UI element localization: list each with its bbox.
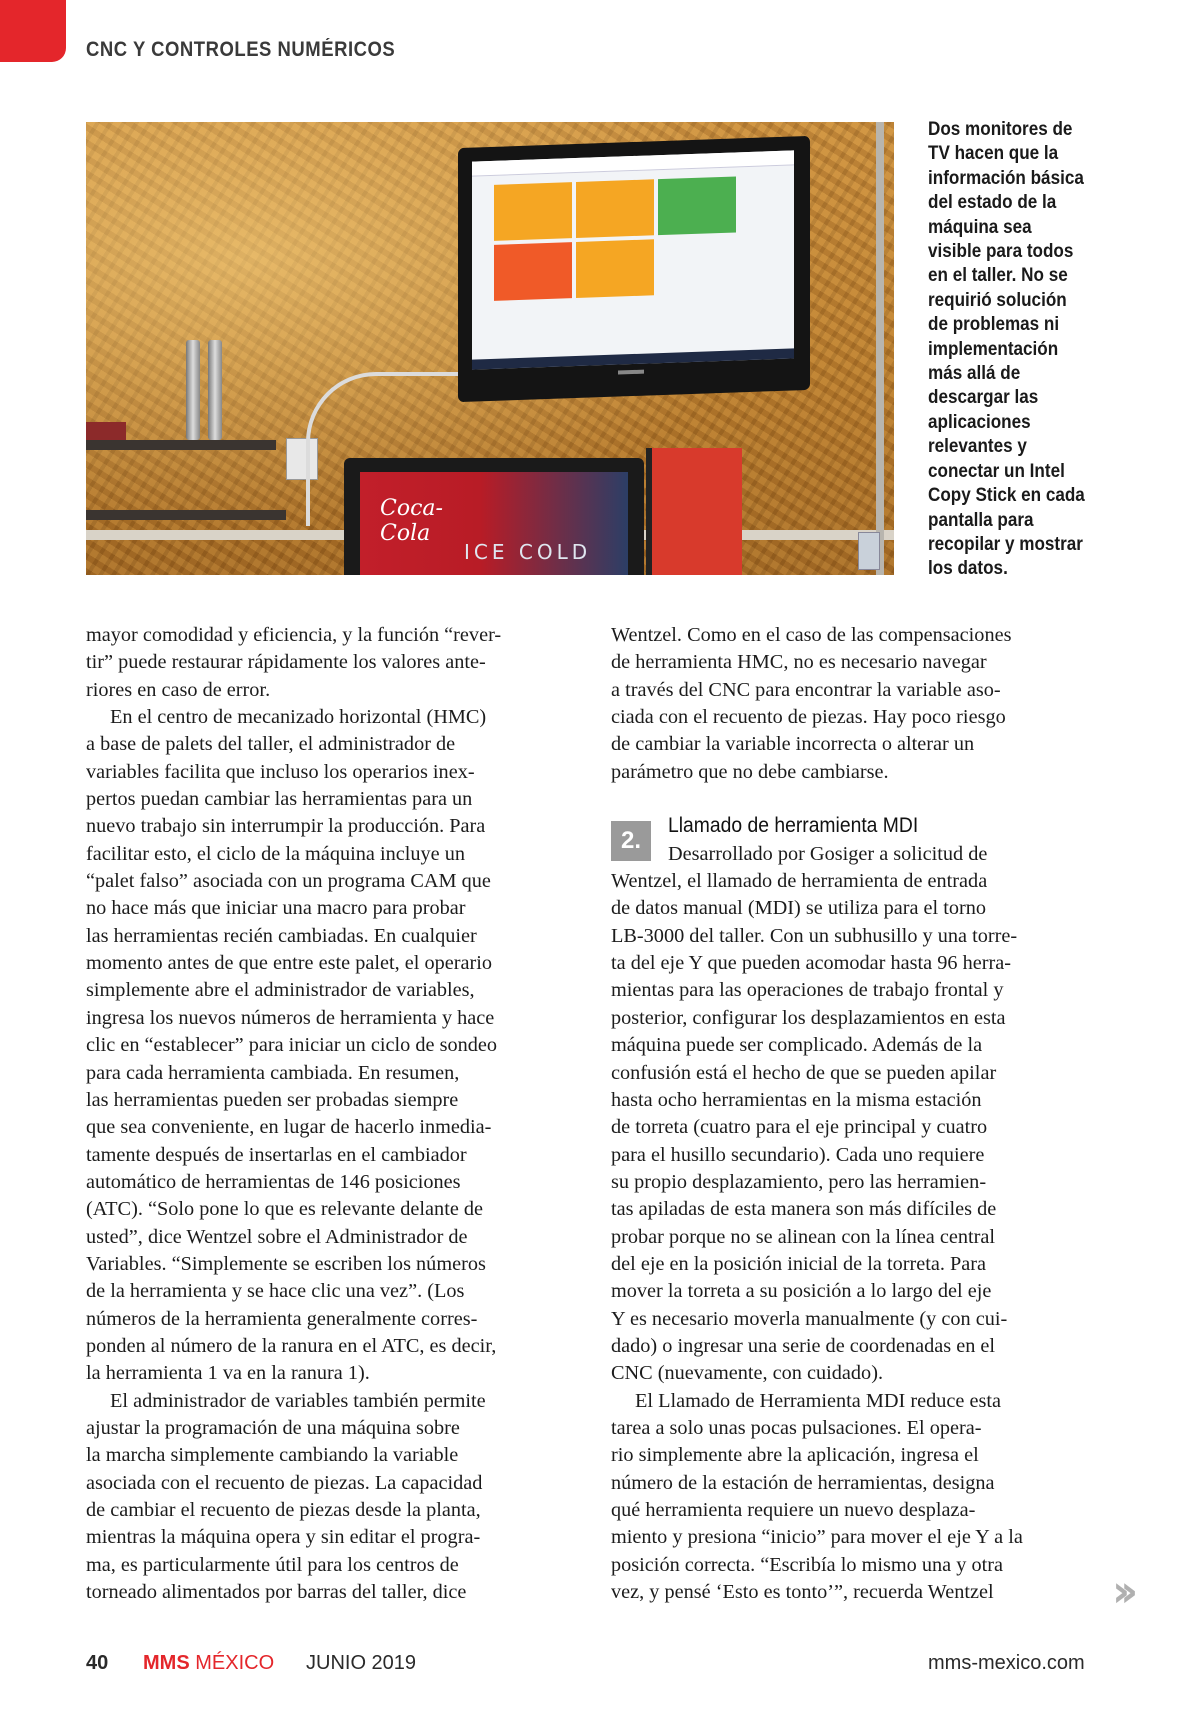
photo-screen-toolbar — [472, 150, 794, 176]
text-line: para el husillo secundario). Cada uno requiere — [611, 1143, 985, 1166]
text-line: miento y presiona “inicio” para mover el eje Y a la — [611, 1526, 1023, 1549]
text-line: tas apiladas de esta manera son más difíciles de — [611, 1198, 997, 1221]
photo-switch-box — [858, 532, 880, 570]
caption-line: máquina sea — [928, 216, 1032, 238]
caption-line: relevantes y — [928, 436, 1027, 458]
text-line: variables facilita que incluso los operarios inex- — [86, 760, 475, 783]
photo-shelf — [86, 510, 286, 520]
caption-line: requirió solución — [928, 289, 1067, 311]
subsection-number-box: 2. — [611, 821, 651, 861]
photo-tv-monitor — [458, 136, 810, 402]
caption-line: aplicaciones — [928, 411, 1031, 433]
subsection-title: Llamado de herramienta MDI — [668, 814, 919, 838]
text-line: El Llamado de Herramienta MDI reduce esta — [635, 1389, 1002, 1412]
text-line: momento antes de que entre este palet, el operario — [86, 952, 493, 975]
caption-line: información básica — [928, 167, 1084, 189]
text-line: mientras la máquina opera y sin editar el progra- — [86, 1526, 481, 1549]
text-line: simplemente abre el administrador de variables, — [86, 979, 475, 1002]
text-line: las herramientas recién cambiadas. En cualquier — [86, 924, 477, 947]
text-line: para cada herramienta cambiada. En resumen, — [86, 1061, 460, 1084]
text-line: riores en caso de error. — [86, 678, 271, 701]
text-line: qué herramienta requiere un nuevo desplaza- — [611, 1499, 976, 1521]
text-line: vez, y pensé ‘Esto es tonto’”, recuerda Wentzel — [611, 1581, 994, 1604]
text-line: de torreta (cuatro para el eje principal y cuatro — [611, 1116, 988, 1139]
photo-tv-brand-mark — [618, 370, 644, 375]
photo-coca-cola-logo: Coca-Cola — [380, 496, 443, 546]
photo-taskbar — [472, 348, 794, 369]
page-number: 40 — [86, 1652, 109, 1674]
text-line: tir” puede restaurar rápidamente los valores ante- — [86, 651, 486, 674]
text-line: “palet falso” asociada con un programa CAM que — [86, 870, 491, 893]
photo-shelf — [86, 440, 276, 450]
section-title: CNC Y CONTROLES NUMÉRICOS — [86, 38, 396, 61]
text-line: máquina puede ser complicado. Además de la — [611, 1034, 983, 1057]
photo-ice-cold-text: ICE COLD — [464, 540, 592, 564]
photo-status-tile — [658, 176, 736, 235]
issue-date: JUNIO 2019 — [306, 1652, 417, 1674]
caption-line: los datos. — [928, 558, 1008, 580]
caption-line: más allá de — [928, 363, 1021, 385]
caption-line: recopilar y mostrar — [928, 533, 1083, 555]
right-text-column — [611, 622, 1096, 1606]
text-line: número de la estación de herramientas, designa — [611, 1471, 995, 1494]
photo-second-tv — [344, 458, 644, 575]
photo-caption — [928, 118, 1090, 582]
text-line: Variables. “Simplemente se escriben los números — [86, 1252, 486, 1275]
text-line: asociada con el recuento de piezas. La capacidad — [86, 1471, 483, 1494]
photo-status-tile — [576, 179, 654, 238]
text-line: confusión está el hecho de que se pueden apilar — [611, 1061, 997, 1084]
photo-second-tv-screen — [360, 472, 628, 575]
photo-red-cabinet — [646, 448, 742, 575]
text-line: LB-3000 del taller. Con un subhusillo y una torre- — [611, 924, 1018, 947]
website-url: mms-mexico.com — [928, 1652, 1085, 1674]
text-line: de cambiar el recuento de piezas desde la planta, — [86, 1499, 481, 1521]
text-line: CNC (nuevamente, con cuidado). — [611, 1362, 884, 1385]
text-line: mientas para las operaciones de trabajo frontal y — [611, 979, 1004, 1002]
caption-line: visible para todos — [928, 241, 1074, 263]
magazine-brand: MMS — [143, 1652, 190, 1674]
text-line: las herramientas pueden ser probadas siempre — [86, 1088, 459, 1111]
text-line: números de la herramienta generalmente corres- — [86, 1307, 478, 1330]
text-line: ciada con el recuento de piezas. Hay poco riesgo — [611, 706, 1006, 729]
text-line: parámetro que no debe cambiarse. — [611, 760, 889, 783]
text-line: Wentzel, el llamado de herramienta de entrada — [611, 870, 988, 893]
text-line: nuevo trabajo sin interrumpir la producción. Para — [86, 815, 486, 838]
text-line: dado) o ingresar una serie de coordenadas en el — [611, 1334, 996, 1357]
text-line: El administrador de variables también permite — [110, 1389, 486, 1412]
photo-status-tile — [576, 239, 654, 298]
double-chevron-right-icon: ›› — [1112, 1566, 1129, 1617]
text-line: tarea a solo unas pocas pulsaciones. El opera- — [611, 1416, 982, 1439]
text-line: ponden al número de la ranura en el ATC, es decir, — [86, 1334, 497, 1357]
text-line: del eje en la posición inicial de la torreta. Para — [611, 1252, 987, 1275]
section-color-tab — [0, 0, 66, 62]
text-line: posterior, configurar los desplazamientos en esta — [611, 1006, 1006, 1029]
text-line: tamente después de insertarlas en el cambiador — [86, 1143, 467, 1166]
text-line: hasta ocho herramientas en la misma estación — [611, 1088, 982, 1111]
text-line: de la herramienta y se hace clic una vez”. (Los — [86, 1280, 465, 1303]
text-line: de herramienta HMC, no es necesario navegar — [611, 651, 987, 674]
text-line: posición correcta. “Escribía lo mismo una y otra — [611, 1553, 1003, 1576]
caption-line: implementación — [928, 338, 1059, 360]
text-line: Wentzel. Como en el caso de las compensaciones — [611, 624, 1012, 646]
photo-cup — [186, 340, 200, 440]
photo-cup — [208, 340, 222, 440]
text-line: la marcha simplemente cambiando la variable — [86, 1444, 459, 1467]
photo-status-tile — [494, 182, 572, 241]
caption-line: Dos monitores de — [928, 119, 1073, 140]
magazine-name — [143, 1652, 274, 1675]
caption-line: del estado de la — [928, 192, 1057, 214]
text-line: Desarrollado por Gosiger a solicitud de — [668, 842, 988, 865]
text-line: clic en “establecer” para iniciar un ciclo de sondeo — [86, 1034, 498, 1057]
caption-line: pantalla para — [928, 509, 1034, 531]
text-line: no hace más que iniciar una macro para probar — [86, 897, 466, 920]
text-line: ingresa los nuevos números de herramienta y hace — [86, 1006, 495, 1029]
photo-tv-screen — [472, 150, 794, 369]
caption-line: de problemas ni — [928, 314, 1060, 336]
left-text-column — [86, 622, 571, 1606]
text-line: rio simplemente abre la aplicación, ingresa el — [611, 1444, 979, 1467]
photo-conduit — [876, 122, 884, 575]
text-line: ajustar la programación de una máquina sobre — [86, 1416, 460, 1439]
magazine-region: MÉXICO — [195, 1652, 275, 1674]
text-line: Y es necesario moverla manualmente (y con cui- — [611, 1307, 1008, 1330]
caption-line: descargar las — [928, 387, 1039, 409]
text-line: facilitar esto, el ciclo de la máquina incluye un — [86, 842, 465, 865]
article-photo — [86, 122, 894, 575]
text-line: ta del eje Y que pueden acomodar hasta 96 herra- — [611, 952, 1011, 975]
text-line: que sea conveniente, en lugar de hacerlo inmedia- — [86, 1116, 492, 1139]
text-line: probar porque no se alinean con la línea central — [611, 1225, 996, 1248]
blank-line — [611, 786, 1096, 813]
text-line: su propio desplazamiento, pero las herramien- — [611, 1170, 987, 1193]
text-line: mover la torreta a su posición a lo largo del eje — [611, 1280, 992, 1303]
text-line: En el centro de mecanizado horizontal (HMC) — [110, 706, 487, 729]
text-line: a través del CNC para encontrar la variable aso- — [611, 678, 1001, 701]
caption-line: Copy Stick en cada — [928, 485, 1085, 507]
text-line: (ATC). “Solo pone lo que es relevante delante de — [86, 1198, 484, 1221]
text-line: ma, es particularmente útil para los centros de — [86, 1553, 459, 1576]
caption-line: conectar un Intel — [928, 460, 1065, 482]
caption-line: en el taller. No se — [928, 265, 1068, 287]
text-line: de cambiar la variable incorrecta o alterar un — [611, 733, 975, 756]
text-line: usted”, dice Wentzel sobre el Administrador de — [86, 1225, 468, 1248]
text-line: torneado alimentados por barras del taller, dice — [86, 1581, 467, 1604]
text-line: automático de herramientas de 146 posiciones — [86, 1170, 461, 1193]
caption-line: TV hacen que la — [928, 143, 1059, 165]
text-line: pertos puedan cambiar las herramientas para un — [86, 788, 473, 811]
text-line: la herramienta 1 va en la ranura 1). — [86, 1362, 370, 1385]
text-line: de datos manual (MDI) se utiliza para el torno — [611, 897, 987, 920]
photo-status-tile — [494, 242, 572, 301]
text-line: mayor comodidad y eficiencia, y la función “rever- — [86, 624, 502, 646]
text-line: a base de palets del taller, el administrador de — [86, 733, 456, 756]
